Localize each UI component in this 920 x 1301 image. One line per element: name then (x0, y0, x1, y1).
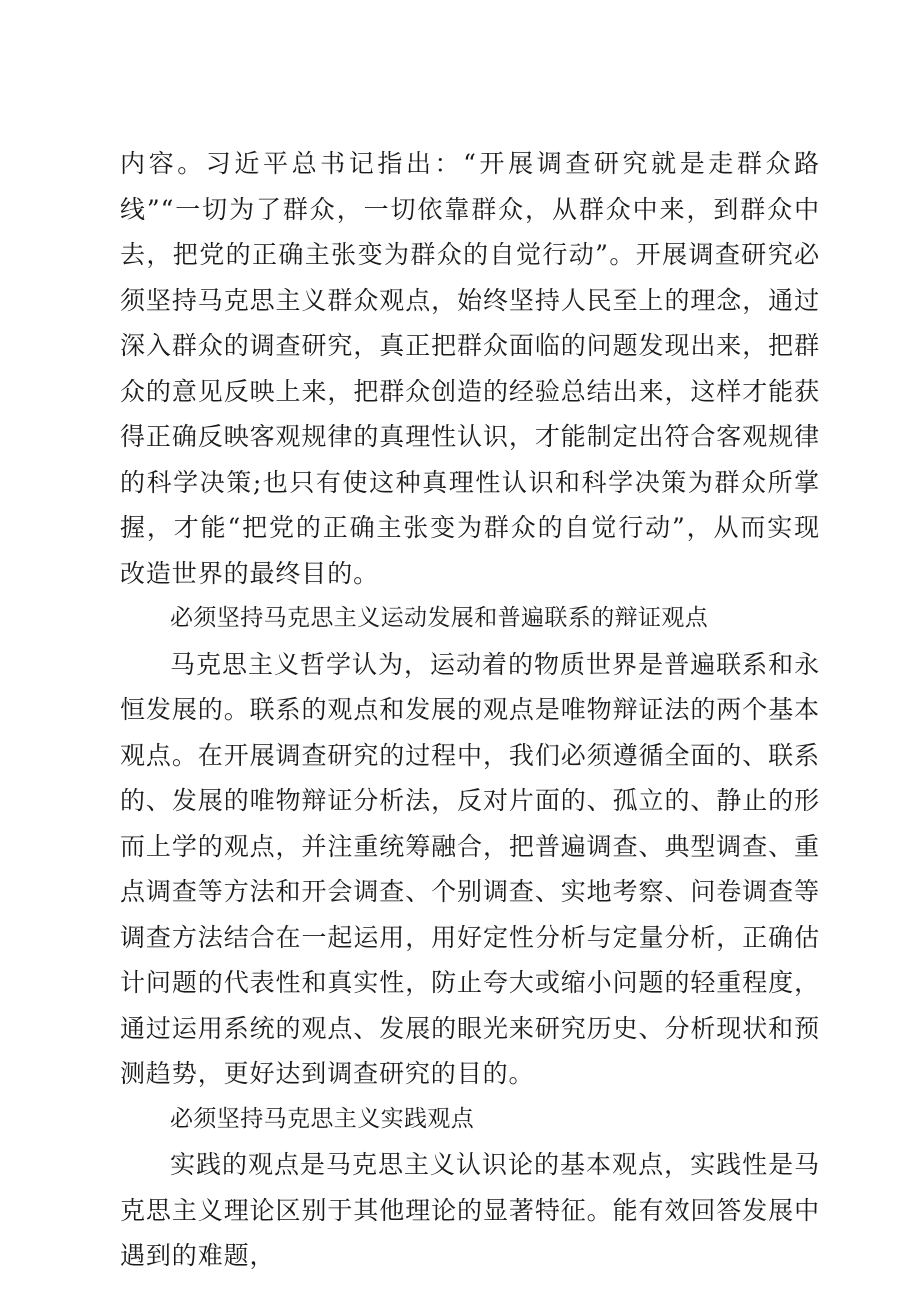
paragraph-practice: 实践的观点是马克思主义认识论的基本观点，实践性是马克思主义理论区别于其他理论的显著特征。能有效回答发展中遇到的难题， (120, 1150, 820, 1270)
section-heading-dialectics: 必须坚持马克思主义运动发展和普遍联系的辩证观点 (170, 605, 709, 631)
section-heading-practice: 必须坚持马克思主义实践观点 (170, 1105, 475, 1132)
document-body (120, 141, 820, 1279)
paragraph-continued: 内容。习近平总书记指出：“开展调查研究就是走群众路线”“一切为了群众，一切依靠群众，从群众中来，到群众中去，把党的正确主张变为群众的自觉行动”。开展调查研究必须坚持马克思主义群众观点，始终坚持人民至上的理念，通过深入群众的调查研究，真正把群众面临的问题发现出来，把群众的意见反映上来，把群众创造的经验总结出来，这样才能获得正确反映客观规律的真理性认识，才能制定出符合客观规律的科学决策;也只有使这种真理性认识和科学决策为群众所掌握，才能“把党的正确主张变为群众的自觉行动”，从而实现改造世界的最终目的。 (120, 149, 820, 588)
paragraph-dialectics: 马克思主义哲学认为，运动着的物质世界是普遍联系和永恒发展的。联系的观点和发展的观点是唯物辩证法的两个基本观点。在开展调查研究的过程中，我们必须遵循全面的、联系的、发展的唯物辩证分析法，反对片面的、孤立的、静止的形而上学的观点，并注重统筹融合，把普遍调查、典型调查、重点调查等方法和开会调查、个别调查、实地考察、问卷调查等调查方法结合在一起运用，用好定性分析与定量分析，正确估计问题的代表性和真实性，防止夸大或缩小问题的轻重程度，通过运用系统的观点、发展的眼光来研究历史、分析现状和预测趋势，更好达到调查研究的目的。 (120, 649, 820, 1088)
